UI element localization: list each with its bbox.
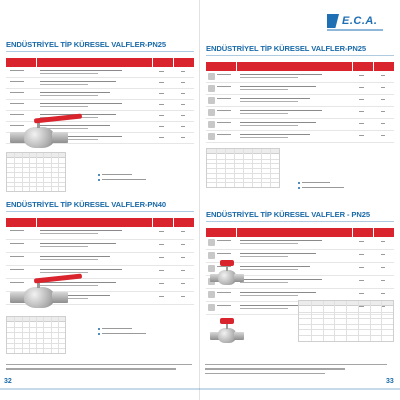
section-rule — [206, 55, 394, 56]
bullet-icon — [298, 182, 300, 184]
table-row — [206, 119, 394, 131]
table-header — [206, 62, 394, 71]
table-row — [6, 89, 194, 100]
dimension-table — [6, 152, 66, 192]
footnotes — [6, 364, 196, 373]
bullet-icon — [98, 328, 100, 330]
table-row — [6, 78, 194, 89]
section-title: ENDÜSTRİYEL TİP KÜRESEL VALFLER-PN40 — [6, 200, 166, 209]
table-row — [206, 237, 394, 250]
table-header — [6, 58, 194, 67]
dimension-table — [6, 316, 66, 354]
logo-mark-icon — [327, 14, 339, 28]
table-row — [206, 71, 394, 83]
valve-photo — [8, 270, 82, 312]
table-row — [6, 253, 194, 266]
brand-logo — [327, 12, 383, 30]
feature-list — [98, 172, 178, 182]
table-row — [6, 227, 194, 240]
section-title: ENDÜSTRİYEL TİP KÜRESEL VALFLER-PN25 — [6, 40, 166, 49]
table-header — [6, 218, 194, 227]
bullet-icon — [98, 333, 100, 335]
dimension-table — [206, 148, 280, 188]
section-rule — [6, 211, 194, 212]
table-row — [206, 131, 394, 143]
footer-rule — [0, 388, 400, 390]
list-item — [298, 185, 378, 190]
feature-list — [298, 180, 378, 190]
section-rule — [206, 221, 394, 222]
brand-name: E.C.A. — [342, 15, 378, 27]
page-gutter — [199, 0, 200, 400]
bullet-icon — [98, 174, 100, 176]
table-row — [206, 83, 394, 95]
list-item — [98, 177, 178, 182]
logo-underline — [327, 29, 383, 31]
valve-photo — [8, 112, 82, 152]
valve-photo — [208, 258, 244, 288]
table-header — [206, 228, 394, 237]
section-title: ENDÜSTRİYEL TİP KÜRESEL VALFLER - PN25 — [206, 210, 370, 219]
feature-list — [98, 326, 178, 336]
table-row — [206, 107, 394, 119]
product-table — [206, 62, 394, 144]
table-row — [6, 240, 194, 253]
dimension-table — [298, 300, 394, 342]
table-row — [6, 67, 194, 78]
bullet-icon — [298, 187, 300, 189]
page-number: 33 — [386, 378, 394, 385]
page-number: 32 — [4, 378, 12, 385]
footnotes — [205, 364, 395, 377]
section-rule — [6, 51, 194, 52]
table-row — [206, 95, 394, 107]
section-title: ENDÜSTRİYEL TİP KÜRESEL VALFLER-PN25 — [206, 44, 366, 53]
bullet-icon — [98, 179, 100, 181]
valve-photo — [208, 316, 244, 346]
table-row — [6, 100, 194, 111]
list-item — [98, 331, 178, 336]
